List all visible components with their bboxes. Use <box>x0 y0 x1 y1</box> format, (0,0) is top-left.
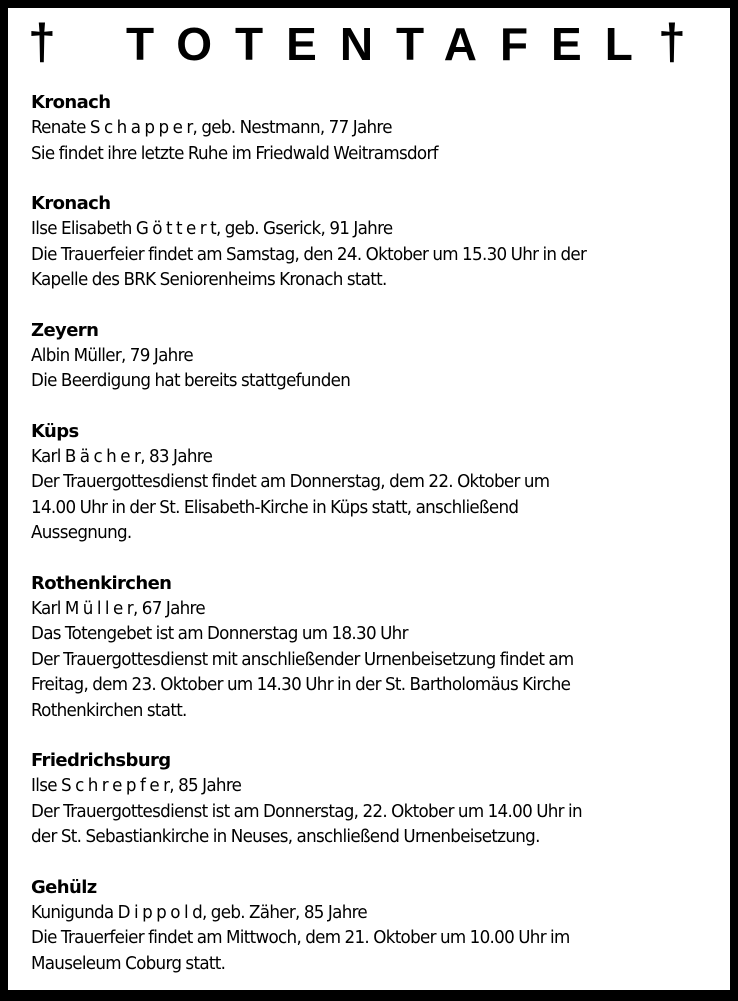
entry-detail-line: Die Trauerfeier findet am Samstag, den 24. Oktober um 15.30 Uhr in der <box>31 243 587 265</box>
cross-icon: † <box>28 14 56 70</box>
obituary-entry <box>31 90 731 166</box>
entry-detail-line: Kapelle des BRK Seniorenheims Kronach statt. <box>31 269 387 290</box>
entry-name-line: Albin Müller, 79 Jahre <box>31 344 193 366</box>
entry-detail-line: Das Totengebet ist am Donnerstag um 18.30 Uhr <box>31 623 408 644</box>
entry-name-line: Kunigunda D i p p o l d, geb. Zäher, 85 Jahre <box>31 901 368 923</box>
entry-place: Gehülz <box>31 876 97 898</box>
entry-detail-line: 14.00 Uhr in der St. Elisabeth-Kirche in Küps statt, anschließend <box>31 496 519 518</box>
obituary-entry <box>31 318 731 394</box>
entry-detail-line: Der Trauergottesdienst findet am Donnerstag, dem 22. Oktober um <box>31 471 550 492</box>
entry-name-line: Ilse Elisabeth G ö t t e r t, geb. Gserick, 91 Jahre <box>31 218 393 239</box>
obituary-entry <box>31 419 731 546</box>
entry-place: Küps <box>31 420 79 442</box>
entry-place: Kronach <box>31 193 111 214</box>
entry-place: Zeyern <box>31 319 99 341</box>
entry-detail-line: Die Trauerfeier findet am Mittwoch, dem 21. Oktober um 10.00 Uhr im <box>31 927 570 948</box>
entry-detail-line: Die Beerdigung hat bereits stattgefunden <box>31 370 351 391</box>
entry-name-line: Karl B ä c h e r, 83 Jahre <box>31 445 213 467</box>
entry-detail-line: Aussegnung. <box>31 522 132 543</box>
entry-detail-line: Freitag, dem 23. Oktober um 14.30 Uhr in der St. Bartholomäus Kirche <box>31 674 571 695</box>
obituary-board <box>8 8 730 990</box>
entry-place: Rothenkirchen <box>31 572 172 594</box>
cross-icon: † <box>658 14 686 70</box>
entry-name-line: Renate S c h a p p e r, geb. Nestmann, 77 Jahre <box>31 117 392 138</box>
entry-detail-line: Der Trauergottesdienst ist am Donnerstag, 22. Oktober um 14.00 Uhr in <box>31 800 582 822</box>
entry-name-line: Ilse S c h r e p f e r, 85 Jahre <box>31 775 242 796</box>
entry-detail-line: der St. Sebastiankirche in Neuses, anschließend Urnenbeisetzung. <box>31 826 540 847</box>
entry-detail-line: Sie findet ihre letzte Ruhe im Friedwald Weitramsdorf <box>31 142 438 164</box>
entry-detail-line: Der Trauergottesdienst mit anschließender Urnenbeisetzung findet am <box>31 648 574 670</box>
obituary-list <box>31 90 731 1001</box>
entry-detail-line: Rothenkirchen statt. <box>31 699 187 721</box>
obituary-entry <box>31 748 731 850</box>
entry-detail-line: Mauseleum Coburg statt. <box>31 952 226 974</box>
obituary-entry <box>31 571 731 724</box>
obituary-entry <box>31 875 731 977</box>
entry-place: Kronach <box>31 92 111 113</box>
entry-name-line: Karl M ü l l e r, 67 Jahre <box>31 597 205 619</box>
header <box>8 8 730 72</box>
obituary-entry <box>31 191 731 293</box>
page-title: TOTENTAFEL <box>126 18 656 70</box>
entry-place: Friedrichsburg <box>31 750 171 771</box>
